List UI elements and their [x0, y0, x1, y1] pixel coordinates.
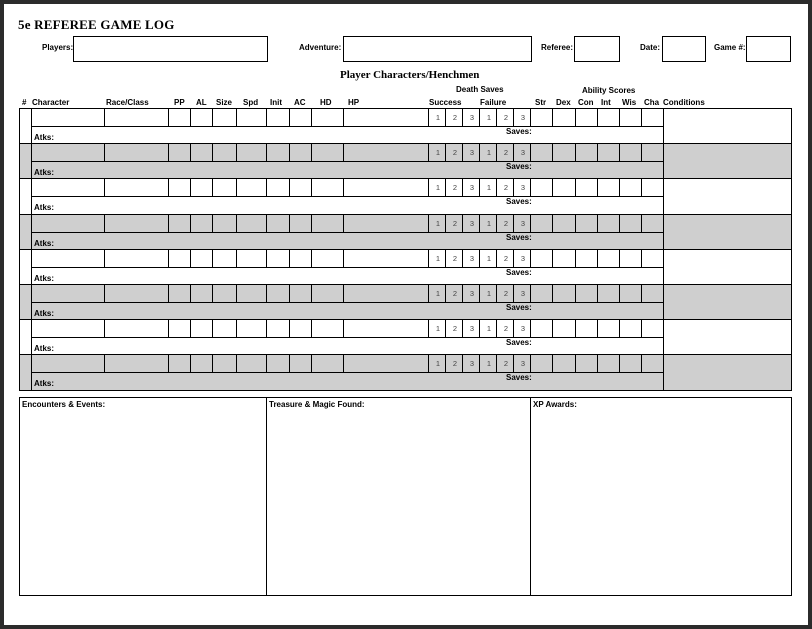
col-hd: HD [320, 98, 332, 107]
stat-cell[interactable] [212, 214, 237, 233]
stat-cell[interactable] [575, 249, 598, 268]
encounters-box[interactable] [19, 397, 267, 596]
attacks-saves-row[interactable] [31, 372, 664, 390]
stat-cell[interactable] [311, 249, 344, 268]
stat-cell[interactable] [311, 319, 344, 338]
stat-cell[interactable] [168, 108, 191, 127]
stat-cell[interactable] [289, 143, 312, 162]
stat-cell[interactable] [266, 214, 290, 233]
stat-cell[interactable] [462, 178, 480, 197]
stat-cell[interactable] [496, 354, 514, 373]
death-save-number: 1 [486, 218, 492, 228]
stat-cell[interactable] [597, 354, 620, 373]
stat-cell[interactable] [311, 143, 344, 162]
saves-label: Saves: [506, 338, 532, 348]
stat-cell[interactable] [641, 284, 664, 303]
attacks-saves-row[interactable] [31, 126, 664, 144]
conditions-cell[interactable] [663, 178, 792, 214]
death-save-number: 2 [503, 253, 509, 263]
stat-cell[interactable] [212, 319, 237, 338]
col-con: Con [578, 98, 594, 107]
conditions-cell[interactable] [663, 284, 792, 320]
saves-label: Saves: [506, 162, 532, 172]
stat-cell[interactable] [597, 143, 620, 162]
stat-cell[interactable] [641, 319, 664, 338]
ability-scores-header: Ability Scores [582, 86, 636, 95]
stat-cell[interactable] [513, 249, 531, 268]
stat-cell[interactable] [641, 249, 664, 268]
stat-cell[interactable] [343, 178, 429, 197]
death-save-number: 3 [469, 359, 475, 369]
stat-cell[interactable] [479, 354, 497, 373]
stat-cell[interactable] [104, 249, 169, 268]
saves-label: Saves: [506, 303, 532, 312]
stat-cell[interactable] [575, 214, 598, 233]
stat-cell[interactable] [462, 108, 480, 127]
stat-cell[interactable] [575, 178, 598, 197]
atks-label: Atks: [34, 203, 55, 213]
stat-cell[interactable] [190, 249, 213, 268]
death-save-number: 3 [469, 253, 475, 263]
stat-cell[interactable] [641, 143, 664, 162]
death-save-number: 1 [435, 289, 441, 298]
stat-cell[interactable] [462, 249, 480, 268]
stat-cell[interactable] [641, 354, 664, 373]
stat-cell[interactable] [597, 214, 620, 233]
stat-cell[interactable] [479, 214, 497, 233]
stat-cell[interactable] [311, 284, 344, 303]
stat-cell[interactable] [343, 249, 429, 268]
conditions-cell[interactable] [663, 108, 792, 144]
saves-label: Saves: [506, 127, 532, 136]
stat-cell[interactable] [619, 319, 642, 338]
stat-cell[interactable] [513, 108, 531, 127]
stat-cell[interactable] [31, 319, 105, 338]
players-field[interactable] [73, 36, 268, 62]
stat-cell[interactable] [619, 354, 642, 373]
col-ac: AC [294, 98, 306, 107]
death-save-number: 1 [435, 218, 441, 228]
stat-cell[interactable] [496, 284, 514, 303]
death-save-number: 1 [486, 148, 492, 158]
death-save-number: 2 [452, 324, 458, 334]
stat-cell[interactable] [104, 319, 169, 338]
stat-cell[interactable] [289, 108, 312, 127]
stat-cell[interactable] [168, 354, 191, 373]
death-save-number: 3 [520, 113, 526, 122]
stat-cell[interactable] [479, 108, 497, 127]
stat-cell[interactable] [641, 214, 664, 233]
death-save-number: 2 [452, 183, 458, 193]
stat-cell[interactable] [266, 143, 290, 162]
stat-cell[interactable] [597, 319, 620, 338]
death-save-number: 3 [469, 289, 475, 298]
stat-cell[interactable] [513, 143, 531, 162]
stat-cell[interactable] [462, 319, 480, 338]
stat-cell[interactable] [575, 284, 598, 303]
stat-cell[interactable] [104, 178, 169, 197]
death-save-number: 1 [435, 253, 441, 263]
death-save-number: 3 [520, 289, 526, 298]
death-save-number: 3 [520, 253, 526, 263]
stat-cell[interactable] [104, 214, 169, 233]
stat-cell[interactable] [552, 249, 576, 268]
col-num: # [22, 98, 27, 107]
death-save-number: 1 [486, 359, 492, 369]
stat-cell[interactable] [597, 108, 620, 127]
death-save-number: 2 [503, 218, 509, 228]
stat-cell[interactable] [619, 284, 642, 303]
game-number-label: Game #: [714, 43, 746, 52]
death-save-number: 1 [486, 113, 492, 122]
stat-cell[interactable] [190, 284, 213, 303]
stat-cell[interactable] [575, 108, 598, 127]
death-save-number: 1 [486, 324, 492, 334]
stat-cell[interactable] [31, 249, 105, 268]
attacks-saves-row[interactable] [31, 337, 664, 355]
col-cha: Cha [644, 98, 660, 107]
stat-cell[interactable] [552, 143, 576, 162]
col-hp: HP [348, 98, 360, 107]
adventure-label: Adventure: [299, 43, 342, 52]
stat-cell[interactable] [428, 284, 446, 303]
stat-cell[interactable] [428, 319, 446, 338]
stat-cell[interactable] [31, 178, 105, 197]
conditions-cell[interactable] [663, 143, 792, 179]
col-conditions: Conditions [663, 98, 705, 107]
col-failure: Failure [480, 98, 507, 107]
stat-cell[interactable] [496, 108, 514, 127]
stat-cell[interactable] [31, 108, 105, 127]
stat-cell[interactable] [168, 319, 191, 338]
stat-cell[interactable] [31, 143, 105, 162]
atks-label: Atks: [34, 238, 55, 248]
stat-cell[interactable] [530, 214, 553, 233]
stat-cell[interactable] [496, 249, 514, 268]
saves-label: Saves: [506, 267, 532, 277]
stat-cell[interactable] [530, 108, 553, 127]
stat-cell[interactable] [597, 249, 620, 268]
stat-cell[interactable] [428, 178, 446, 197]
stat-cell[interactable] [552, 284, 576, 303]
stat-cell[interactable] [479, 319, 497, 338]
death-save-number: 1 [486, 183, 492, 193]
stat-cell[interactable] [212, 249, 237, 268]
stat-cell[interactable] [104, 108, 169, 127]
section-title: Player Characters/Henchmen [340, 69, 480, 81]
attacks-saves-row[interactable] [31, 232, 664, 250]
stat-cell[interactable] [104, 143, 169, 162]
stat-cell[interactable] [462, 143, 480, 162]
stat-cell[interactable] [289, 214, 312, 233]
stat-cell[interactable] [445, 108, 463, 127]
death-save-number: 2 [452, 218, 458, 228]
stat-cell[interactable] [513, 354, 531, 373]
stat-cell[interactable] [575, 143, 598, 162]
stat-cell[interactable] [236, 354, 267, 373]
stat-cell[interactable] [266, 319, 290, 338]
stat-cell[interactable] [190, 319, 213, 338]
sheet-title: 5e REFEREE GAME LOG [18, 17, 175, 32]
encounters-label: Encounters & Events: [22, 400, 106, 409]
stat-cell[interactable] [428, 249, 446, 268]
stat-cell[interactable] [513, 284, 531, 303]
stat-cell[interactable] [462, 214, 480, 233]
stat-cell[interactable] [168, 143, 191, 162]
stat-cell[interactable] [513, 319, 531, 338]
stat-cell[interactable] [530, 354, 553, 373]
stat-cell[interactable] [445, 143, 463, 162]
col-init: Init [270, 98, 282, 107]
stat-cell[interactable] [343, 319, 429, 338]
col-pp: PP [174, 98, 185, 107]
stat-cell[interactable] [552, 354, 576, 373]
stat-cell[interactable] [236, 319, 267, 338]
col-spd: Spd [243, 98, 259, 107]
col-str: Str [535, 98, 547, 107]
stat-cell[interactable] [311, 354, 344, 373]
stat-cell[interactable] [190, 108, 213, 127]
stat-cell[interactable] [31, 354, 105, 373]
stat-cell[interactable] [168, 178, 191, 197]
stat-cell[interactable] [266, 284, 290, 303]
death-save-number: 3 [520, 218, 526, 228]
stat-cell[interactable] [289, 249, 312, 268]
stat-cell[interactable] [428, 214, 446, 233]
death-save-number: 2 [503, 113, 509, 122]
stat-cell[interactable] [575, 354, 598, 373]
stat-cell[interactable] [552, 214, 576, 233]
stat-cell[interactable] [343, 354, 429, 373]
death-save-number: 2 [452, 113, 458, 122]
atks-label: Atks: [34, 379, 55, 389]
stat-cell[interactable] [311, 214, 344, 233]
stat-cell[interactable] [479, 249, 497, 268]
stat-cell[interactable] [190, 214, 213, 233]
stat-cell[interactable] [104, 354, 169, 373]
referee-label: Referee: [541, 43, 574, 52]
atks-label: Atks: [34, 344, 55, 354]
stat-cell[interactable] [445, 214, 463, 233]
attacks-saves-row[interactable] [31, 302, 664, 320]
death-save-number: 3 [520, 324, 526, 334]
death-save-number: 2 [503, 289, 509, 298]
death-save-number: 2 [452, 148, 458, 158]
treasure-box[interactable] [266, 397, 531, 596]
treasure-label: Treasure & Magic Found: [269, 400, 365, 409]
atks-label: Atks: [34, 309, 55, 318]
stat-cell[interactable] [597, 178, 620, 197]
conditions-cell[interactable] [663, 249, 792, 285]
stat-cell[interactable] [479, 143, 497, 162]
col-size: Size [216, 98, 233, 107]
stat-cell[interactable] [168, 214, 191, 233]
stat-cell[interactable] [343, 108, 429, 127]
stat-cell[interactable] [212, 143, 237, 162]
stat-cell[interactable] [212, 178, 237, 197]
stat-cell[interactable] [462, 284, 480, 303]
death-save-number: 2 [503, 359, 509, 369]
saves-label: Saves: [506, 373, 532, 383]
stat-cell[interactable] [190, 178, 213, 197]
stat-cell[interactable] [619, 178, 642, 197]
attacks-saves-row[interactable] [31, 196, 664, 214]
death-save-number: 2 [503, 183, 509, 193]
stat-cell[interactable] [168, 284, 191, 303]
col-race-class: Race/Class [106, 98, 149, 107]
stat-cell[interactable] [289, 284, 312, 303]
game-number-field[interactable] [746, 36, 791, 62]
stat-cell[interactable] [212, 354, 237, 373]
atks-label: Atks: [34, 133, 55, 142]
col-success: Success [429, 98, 462, 107]
stat-cell[interactable] [641, 178, 664, 197]
stat-cell[interactable] [289, 354, 312, 373]
stat-cell[interactable] [266, 249, 290, 268]
death-save-number: 3 [520, 359, 526, 369]
stat-cell[interactable] [575, 319, 598, 338]
death-save-number: 1 [435, 148, 441, 158]
stat-cell[interactable] [552, 178, 576, 197]
stat-cell[interactable] [289, 178, 312, 197]
stat-cell[interactable] [513, 178, 531, 197]
stat-cell[interactable] [619, 108, 642, 127]
stat-cell[interactable] [343, 284, 429, 303]
death-save-number: 3 [520, 183, 526, 193]
death-save-number: 2 [452, 253, 458, 263]
stat-cell[interactable] [343, 214, 429, 233]
death-save-number: 2 [452, 289, 458, 298]
death-save-number: 2 [503, 324, 509, 334]
stat-cell[interactable] [31, 214, 105, 233]
death-save-number: 3 [469, 113, 475, 122]
stat-cell[interactable] [445, 178, 463, 197]
stat-cell[interactable] [619, 249, 642, 268]
stat-cell[interactable] [428, 108, 446, 127]
stat-cell[interactable] [479, 178, 497, 197]
stat-cell[interactable] [462, 354, 480, 373]
stat-cell[interactable] [212, 284, 237, 303]
stat-cell[interactable] [479, 284, 497, 303]
stat-cell[interactable] [496, 214, 514, 233]
stat-cell[interactable] [190, 354, 213, 373]
stat-cell[interactable] [289, 319, 312, 338]
stat-cell[interactable] [236, 108, 267, 127]
death-save-number: 3 [469, 148, 475, 158]
death-save-number: 1 [435, 324, 441, 334]
stat-cell[interactable] [168, 249, 191, 268]
referee-field[interactable] [574, 36, 620, 62]
stat-cell[interactable] [266, 178, 290, 197]
stat-cell[interactable] [530, 319, 553, 338]
stat-cell[interactable] [641, 108, 664, 127]
saves-label: Saves: [506, 197, 532, 207]
atks-label: Atks: [34, 168, 55, 178]
stat-cell[interactable] [190, 143, 213, 162]
stat-cell[interactable] [619, 214, 642, 233]
death-save-number: 2 [452, 359, 458, 369]
stat-cell[interactable] [428, 143, 446, 162]
xp-awards-box[interactable] [530, 397, 792, 596]
stat-cell[interactable] [445, 284, 463, 303]
stat-cell[interactable] [513, 214, 531, 233]
stat-cell[interactable] [530, 284, 553, 303]
stat-cell[interactable] [212, 108, 237, 127]
attacks-saves-row[interactable] [31, 161, 664, 179]
death-saves-header: Death Saves [456, 85, 504, 94]
death-save-number: 1 [435, 113, 441, 122]
stat-cell[interactable] [445, 354, 463, 373]
conditions-cell[interactable] [663, 319, 792, 355]
death-save-number: 2 [503, 148, 509, 158]
stat-cell[interactable] [552, 319, 576, 338]
death-save-number: 1 [435, 183, 441, 193]
stat-cell[interactable] [530, 249, 553, 268]
stat-cell[interactable] [552, 108, 576, 127]
stat-cell[interactable] [597, 284, 620, 303]
death-save-number: 3 [469, 324, 475, 334]
death-save-number: 1 [486, 253, 492, 263]
stat-cell[interactable] [311, 178, 344, 197]
stat-cell[interactable] [445, 249, 463, 268]
col-character: Character [32, 98, 70, 107]
stat-cell[interactable] [266, 354, 290, 373]
conditions-cell[interactable] [663, 354, 792, 390]
date-label: Date: [640, 43, 661, 52]
stat-cell[interactable] [236, 143, 267, 162]
saves-label: Saves: [506, 232, 532, 242]
stat-cell[interactable] [236, 178, 267, 197]
col-dex: Dex [556, 98, 571, 107]
players-label: Players: [42, 43, 74, 52]
col-wis: Wis [622, 98, 637, 107]
stat-cell[interactable] [496, 178, 514, 197]
death-save-number: 3 [469, 183, 475, 193]
stat-cell[interactable] [266, 108, 290, 127]
stat-cell[interactable] [445, 319, 463, 338]
col-al: AL [196, 98, 207, 107]
adventure-field[interactable] [343, 36, 532, 62]
atks-label: Atks: [34, 273, 55, 283]
date-field[interactable] [662, 36, 706, 62]
col-int: Int [601, 98, 611, 107]
xp-awards-label: XP Awards: [533, 400, 577, 409]
stat-cell[interactable] [496, 143, 514, 162]
stat-cell[interactable] [104, 284, 169, 303]
stat-cell[interactable] [31, 284, 105, 303]
stat-cell[interactable] [428, 354, 446, 373]
stat-cell[interactable] [530, 178, 553, 197]
stat-cell[interactable] [236, 249, 267, 268]
death-save-number: 1 [435, 359, 441, 369]
stat-cell[interactable] [530, 143, 553, 162]
attacks-saves-row[interactable] [31, 267, 664, 285]
stat-cell[interactable] [343, 143, 429, 162]
death-save-number: 1 [486, 289, 492, 298]
conditions-cell[interactable] [663, 214, 792, 250]
stat-cell[interactable] [236, 214, 267, 233]
death-save-number: 3 [469, 218, 475, 228]
stat-cell[interactable] [619, 143, 642, 162]
stat-cell[interactable] [311, 108, 344, 127]
stat-cell[interactable] [236, 284, 267, 303]
stat-cell[interactable] [496, 319, 514, 338]
death-save-number: 3 [520, 148, 526, 158]
